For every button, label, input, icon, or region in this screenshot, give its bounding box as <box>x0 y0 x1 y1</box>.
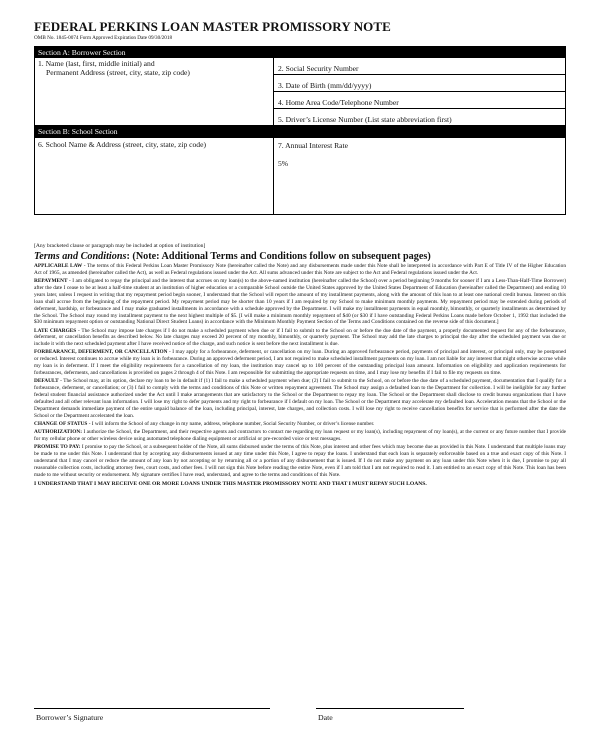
section-b-row <box>35 138 565 214</box>
signature-area <box>34 704 566 726</box>
license-field[interactable] <box>274 109 565 126</box>
interest-rate-label: 7. Annual Interest Rate <box>278 141 349 150</box>
paragraph-label: REPAYMENT <box>34 278 68 284</box>
section-b-heading: Section B: School Section <box>35 125 565 138</box>
paragraph-label: AUTHORIZATION: <box>34 428 82 435</box>
paragraph-text: - I am obligated to repay the principal and the interest that accrues on my loan(s) to the above-named institution (hereinafter called the School) over a period beginning 9 months for sooner if I am a Less-Than-Half-Time Borrower) after the date I cease to be at least a half-time student at an institution of higher education or a comparable School outside the United States approved by the United States Department of Education (hereinafter called the Department) and ending 10 years later, unless I request in writing that my repayment period begin sooner, I understand that the School will report the amount of my installment payments, along with the amount of this loan to at least one national credit bureau. Interest on this loan shall accrue from the beginning of the repayment period. My repayment period may be shorter than 10 years if I am required by my School to make minimum monthly payments. My repayment period may be extended during periods of deferment, hardship, or forbearance and I may make graduated installments in accordance with a schedule approved by the Department. I will make my installment payments in equal monthly, bimonthly, or quarterly installments as determined by the School. The School may round my installment payment to the next highest multiple of $5. [I will make a minimum monthly repayment of $40 (or $30 if I have outstanding Federal Perkins Loans made before October 1, 1992 that included the $30 minimum repayment option or outstanding National Direct Student Loans) in accordance with the Minimum Monthly Payment Section of the Terms and Conditions contained on the reverse side of this document.] <box>34 278 566 326</box>
name-address-field[interactable] <box>35 58 274 126</box>
phone-label: 4. Home Area Code/Telephone Number <box>278 98 399 107</box>
paragraph-text: I authorize the School, the Department, and their respective agents and contractors to contact me regarding my loan request or my loan(s), including repayment of my loan(s), at the current or any future number that I provide for my cellular phone or other wireless device using automated telephone dialing equipment or artificial or pre-recorded voice or text messages. <box>34 428 566 442</box>
paragraph-text: - The School may, at its option, declare my loan to be in default if (1) I fail to make a scheduled payment when due; (2) I fail to submit to the School, on or before the due date of a scheduled payment, documentation that I qualify for a forbearance, deferment, or cancellation; or (3) I fail to comply with the terms and conditions of this Note or written repayment agreement. The School may assign a defaulted loan to the Department for collection. I will be ineligible for any further federal student financial assistance authorized under the Act until I make arrangements that are satisfactory to the School or the Department to repay my loan. The School or the Department shall disclose to credit bureau organizations that I have defaulted and all other relevant loan information. I will lose my right to defer payments and my right to forbearance if I default on my loan. The School or the Department may accelerate my defaulted loan. Acceleration means that the School or the Department demands immediate payment of the entire unpaid balance of the loan, including principal, interest, late charges, and collection costs. I will lose my right to receive cancellation benefits for service that is performed after the date the School or the Department accelerated the loan. <box>34 378 566 419</box>
date-label: Date <box>318 713 333 722</box>
section-a-row <box>35 58 565 126</box>
form-title: FEDERAL PERKINS LOAN MASTER PROMISSORY NOTE <box>34 19 391 34</box>
license-label: 5. Driver’s License Number (List state abbreviation first) <box>278 115 452 124</box>
paragraph-label: FORBEARANCE, DEFERMENT, OR CANCELLATION <box>34 349 168 356</box>
terms-paragraphs <box>34 263 566 479</box>
terms-paragraph <box>34 429 566 443</box>
paragraph-label: PROMISE TO PAY: <box>34 443 81 450</box>
terms-paragraph <box>34 263 566 277</box>
dob-field[interactable] <box>274 75 565 92</box>
date-line[interactable] <box>316 708 464 709</box>
terms-paragraph <box>34 378 566 419</box>
school-address-field[interactable] <box>35 138 274 214</box>
terms-heading-italic: Terms and Conditions <box>34 251 127 262</box>
paragraph-label: CHANGE OF STATUS <box>34 420 88 427</box>
terms-paragraph <box>34 349 566 377</box>
paragraph-label: LATE CHARGES <box>34 327 77 334</box>
school-field-label: 6. School Name & Address (street, city, state, zip code) <box>38 140 206 149</box>
dob-label: 3. Date of Birth (mm/dd/yyyy) <box>278 81 372 90</box>
section-a-right-fields <box>274 58 565 126</box>
paragraph-text: - The terms of this Federal Perkins Loan Master Promissory Note (hereinafter called the Note) and any disbursements made under this Note shall be interpreted in accordance with Part E of Title IV of the Higher Education Act of 1965, as amended (hereinafter called the Act), as well as Federal regulations issued under the Act. All sums advanced under this Note are subject to the Act and Federal regulations issued under the Act. <box>34 263 566 276</box>
terms-paragraph <box>34 421 566 428</box>
paragraph-label: APPLICABLE LAW <box>34 263 83 269</box>
borrower-signature-label: Borrower’s Signature <box>36 713 104 722</box>
paragraph-label: DEFAULT <box>34 378 59 385</box>
omb-number: OMB No. 1845-0074 Form Approved Expiration Date 09/30/2018 <box>34 35 173 41</box>
terms-paragraph <box>34 278 566 326</box>
interest-rate-value: 5% <box>278 159 289 168</box>
paragraph-text: - I may apply for a forbearance, deferment, or cancellation on my loan. During an approved forbearance period, payments of principal and interest, or principal only, may be postponed or reduced. Interest continues to accrue while my loan is in forbearance. During an approved deferment period, I am not required to make scheduled installment payments on my loan. I am not liable for any interest that might otherwise accrue while my loan is in deferment. If I meet the eligibility requirements for a cancellation of my loan, the institution may cancel up to 100 percent of the outstanding principal loan amount. Information on eligibility and application requirements for forbearances, deferments, and cancellations is provided on pages 2 through 4 of this Note. I am responsible for submitting the appropriate requests on time, and I may lose my benefits if I fail to file my requests on time. <box>34 349 566 377</box>
paragraph-text: - The School may impose late charges if I do not make a scheduled payment when due or if I fail to submit to the School on or before the due date of the payment, a properly documented request for any of the forbearance, deferment, or cancellation benefits as described below. No late charges may exceed 20 percent of my monthly, bimonthly, or quarterly payment. The School may add the late charges to principal the day after the scheduled payment was due or include it with the next scheduled payment after I have received notice of the charge, and such notice is sent before the next installment is due. <box>34 327 566 348</box>
paragraph-text: - I will inform the School of any change in my name, address, telephone number, Social Security Number, or driver’s license number. <box>87 420 375 427</box>
phone-field[interactable] <box>274 92 565 109</box>
final-statement: I UNDERSTAND THAT I MAY RECEIVE ONE OR MORE LOANS UNDER THIS MASTER PROMISSORY NOTE AND THAT I MUST REPAY SUCH LOANS. <box>34 480 427 487</box>
borrower-school-form <box>34 46 566 215</box>
ssn-field[interactable] <box>274 58 565 75</box>
ssn-label: 2. Social Security Number <box>278 64 359 73</box>
borrower-signature-line[interactable] <box>34 708 270 709</box>
terms-paragraph <box>34 444 566 479</box>
bracket-note: [Any bracketed clause or paragraph may be included at option of institution] <box>34 243 206 249</box>
name-field-label: 1. Name (last, first, middle initial) and <box>38 59 155 68</box>
terms-paragraph <box>34 328 566 349</box>
terms-heading-note: : (Note: Additional Terms and Conditions follow on subsequent pages) <box>126 251 431 262</box>
interest-rate-field[interactable] <box>274 138 565 214</box>
terms-heading <box>34 251 566 263</box>
address-field-label: Permanent Address (street, city, state, zip code) <box>46 68 190 77</box>
promissory-note-page <box>34 20 566 488</box>
paragraph-text: I promise to pay the School, or a subsequent holder of the Note, all sums disbursed under the terms of this Note, plus interest and other fees which may become due as provided in this Note. I understand that multiple loans may be made to me under this Note. I understand that by accepting any disbursements issued at any time under this Note, I agree to repay the loans. I understand that each loan is separately enforceable based on a true and exact copy of this Note. I understand that I may cancel or reduce the amount of any loan by not accepting or by returning all or a portion of any disbursement that is issued. If I do not make any payment on any loan under this Note when it is due, I promise to pay all reasonable collection costs, including attorney fees, court costs, and other fees. I will not sign this Note before reading the entire Note, even if I am told that I am not required to read it. I am entitled to an exact copy of this Note. This loan has been made to me without security or endorsement. My signature certifies I have read, understand, and agree to the terms and conditions of this Note. <box>34 443 566 478</box>
section-a-heading: Section A: Borrower Section <box>35 47 565 58</box>
